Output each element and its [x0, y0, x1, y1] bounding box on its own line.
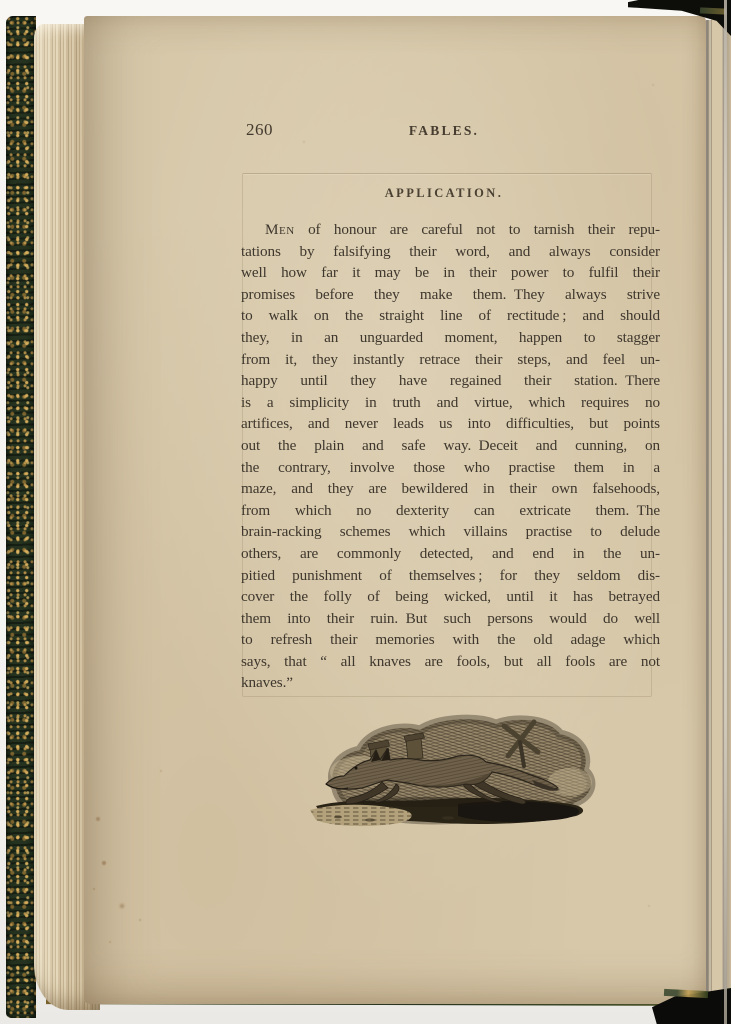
body-line: them into their ruin. But such persons would do well [241, 609, 660, 627]
body-line: they, in an unguarded moment, happen to stagger [241, 328, 660, 346]
section-title: APPLICATION. [384, 186, 504, 200]
book-page [84, 16, 706, 1004]
cover-fore-edge-line [724, 0, 727, 1024]
body-line: maze, and they are bewildered in their own falsehoods, [241, 480, 660, 498]
page-number: 260 [246, 120, 273, 139]
body-line: others, are commonly detected, and end in the un- [241, 544, 660, 562]
body-line: knaves.” [241, 674, 293, 692]
body-line: out the plain and safe way. Deceit and cunning, on [241, 436, 660, 454]
foxing-spots [0, 0, 2, 2]
body-line: to refresh their memories with the old adage which [241, 631, 660, 649]
next-page-edge [711, 12, 731, 1024]
body-line: Men of honour are careful not to tarnish their repu- [265, 221, 660, 238]
body-text [241, 219, 660, 694]
body-line: pitied punishment of themselves ; for they seldom dis- [241, 566, 660, 584]
body-line: the contrary, involve those who practise them in a [241, 458, 660, 476]
page-gap-line [706, 20, 712, 1024]
body-line: promises before they make them. They always strive [241, 285, 660, 303]
body-line: from which no dexterity can extricate them. The [241, 501, 660, 519]
body-line: artifices, and never leads us into difficulties, but points [241, 415, 660, 433]
body-line: from it, they instantly retrace their steps, and feel un- [241, 350, 660, 368]
page-content [84, 16, 706, 1004]
cover-top-green-edge [700, 7, 726, 14]
body-line: says, that “ all knaves are fools, but all fools are not [241, 652, 660, 670]
body-line: brain-racking schemes which villains practise to delude [241, 523, 660, 541]
fox-engraving [308, 710, 598, 832]
body-line: happy until they have regained their station. There [241, 372, 660, 390]
body-line: well how far it may be in their power to fulfil their [241, 264, 660, 282]
lead-word: Men [265, 221, 295, 238]
body-line: to walk on the straight line of rectitude ; and should [241, 307, 660, 325]
body-line: cover the folly of being wicked, until it has betrayed [241, 588, 660, 606]
book-spine [6, 16, 36, 1018]
body-line: tations by falsifying their word, and always consider [241, 242, 660, 260]
body-line: is a simplicity in truth and virtue, which requires no [241, 393, 660, 411]
running-header: FABLES. [408, 123, 480, 138]
